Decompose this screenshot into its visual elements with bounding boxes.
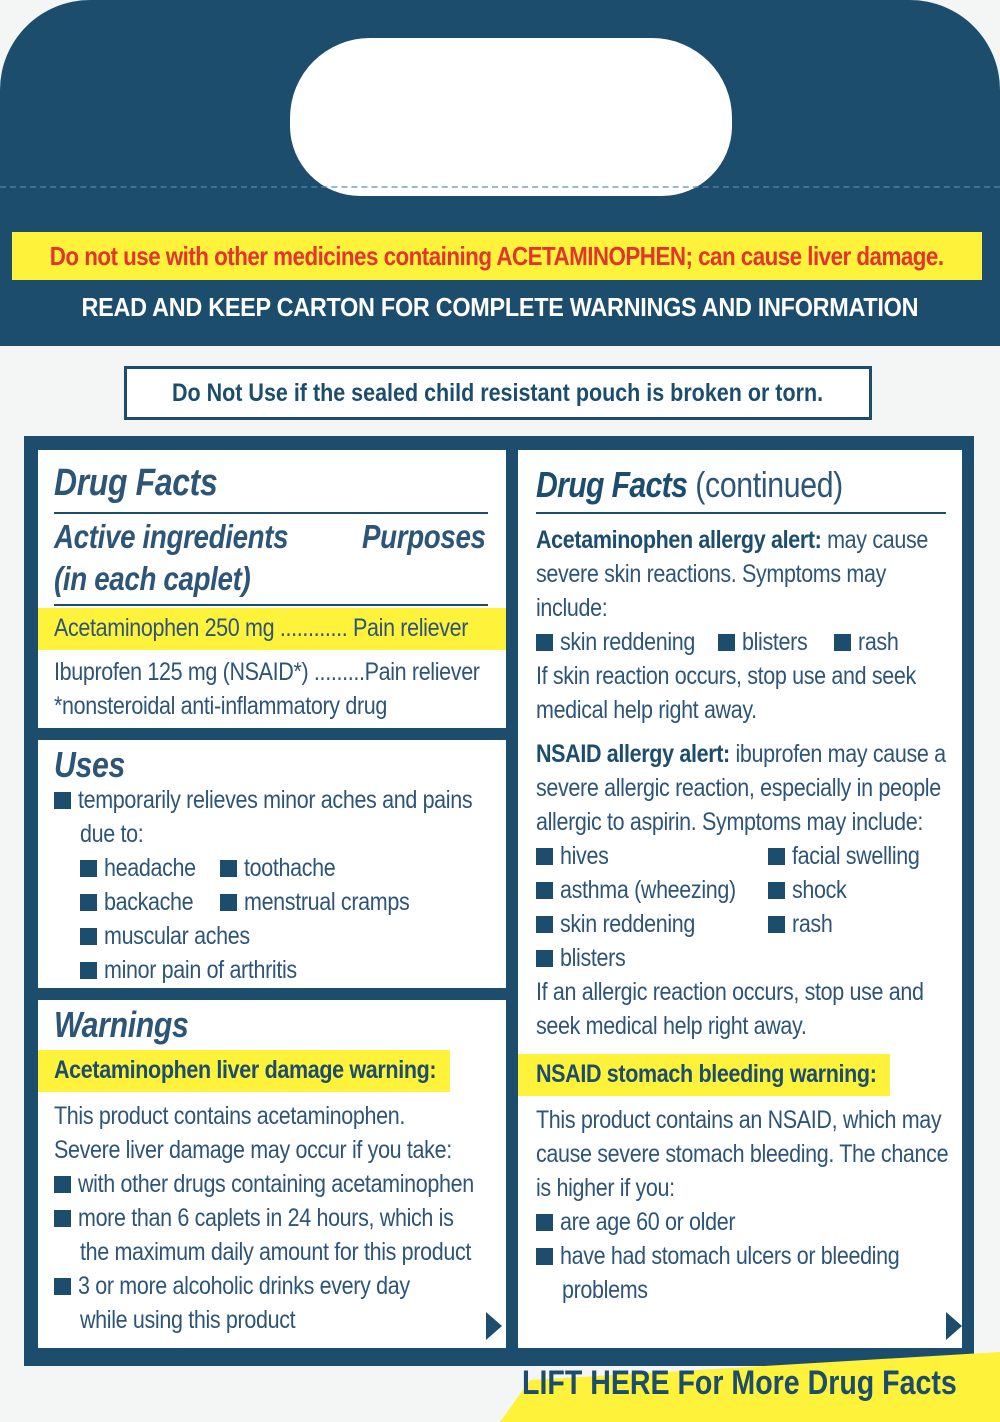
bullet-icon [536, 634, 553, 651]
bullet-icon [80, 962, 97, 979]
continued-title: Drug Facts (continued) [536, 464, 843, 505]
bleeding-bullet: are age 60 or older [536, 1208, 764, 1237]
bullet-icon [768, 916, 785, 933]
liver-bullet: 3 or more alcoholic drinks every day [54, 1272, 464, 1301]
title-rule [54, 512, 488, 514]
bullet-icon [718, 634, 735, 651]
bleeding-line-1: This product contains an NSAID, which may [536, 1106, 942, 1134]
nsaid-footnote: *nonsteroidal anti-inflammatory drug [54, 692, 387, 720]
use-item: toothache [220, 854, 350, 883]
liver-bullet: with other drugs containing acetaminophen [54, 1170, 538, 1199]
nsaid-after-2: seek medical help right away. [536, 1012, 807, 1040]
liver-bullet-cont: while using this product [80, 1306, 296, 1334]
bleeding-bullet: have had stomach ulcers or bleeding [536, 1242, 955, 1271]
active-ingredients-heading: Active ingredients [54, 518, 289, 555]
bleeding-bullet-cont: problems [562, 1276, 648, 1304]
uses-line-2: due to: [80, 820, 144, 848]
continued-title-rule [536, 512, 946, 514]
nsaid-symptom: blisters [536, 944, 636, 973]
bullet-icon [220, 860, 237, 877]
apap-after-2: medical help right away. [536, 696, 757, 724]
bullet-icon [54, 1278, 71, 1295]
bullet-icon [54, 1176, 71, 1193]
bullet-icon [536, 848, 553, 865]
bullet-icon [536, 916, 553, 933]
seal-notice-box [124, 366, 872, 420]
nsaid-symptom: asthma (wheezing) [536, 876, 764, 905]
apap-allergy-line-3: include: [536, 594, 608, 622]
bullet-icon [80, 894, 97, 911]
nsaid-after-1: If an allergic reaction occurs, stop use and [536, 978, 924, 1006]
bleeding-warning-heading: NSAID stomach bleeding warning: [536, 1060, 877, 1088]
apap-allergy-line-2: severe skin reactions. Symptoms may [536, 560, 887, 588]
liver-intro-2: Severe liver damage may occur if you take: [54, 1136, 452, 1164]
apap-symptom: blisters [718, 628, 818, 657]
bullet-icon [768, 848, 785, 865]
nsaid-symptom: rash [768, 910, 839, 939]
use-item: backache [80, 888, 208, 917]
nsaid-symptom: skin reddening [536, 910, 717, 939]
liver-warning-strip [12, 232, 982, 280]
nsaid-symptom: hives [536, 842, 616, 871]
bullet-icon [536, 1214, 553, 1231]
uses-title: Uses [54, 744, 125, 785]
bullet-icon [220, 894, 237, 911]
nsaid-symptom: shock [768, 876, 855, 905]
header-rule [54, 604, 488, 606]
bleeding-line-3: is higher if you: [536, 1174, 675, 1202]
hanger-hole [290, 38, 732, 196]
nsaid-symptom: facial swelling [768, 842, 940, 871]
nsaid-allergy-line-1: NSAID allergy alert: ibuprofen may cause a [536, 740, 946, 768]
apap-symptom: rash [834, 628, 905, 657]
apap-symptom: skin reddening [536, 628, 717, 657]
nsaid-allergy-line-2: severe allergic reaction, especially in people [536, 774, 941, 802]
use-item: menstrual cramps [220, 888, 436, 917]
liver-bullet-cont: the maximum daily amount for this product [80, 1238, 471, 1266]
bullet-icon [536, 950, 553, 967]
seal-notice-text: Do Not Use if the sealed child resistant pouch is broken or torn. [172, 378, 824, 407]
apap-allergy-line-1: Acetaminophen allergy alert: may cause [536, 526, 928, 554]
uses-line-1: temporarily relieves minor aches and pains [54, 786, 536, 815]
warnings-title: Warnings [54, 1004, 189, 1045]
drug-facts-title: Drug Facts [54, 462, 218, 504]
read-keep-notice: READ AND KEEP CARTON FOR COMPLETE WARNINGS AND INFORMATION [81, 292, 919, 322]
purposes-heading: Purposes [362, 518, 486, 555]
liver-intro-1: This product contains acetaminophen. [54, 1102, 405, 1130]
use-item: headache [80, 854, 211, 883]
bullet-icon [80, 860, 97, 877]
liver-warning-text: Do not use with other medicines containing ACETAMINOPHEN; can cause liver damage. [50, 240, 944, 271]
liver-bullet: more than 6 caplets in 24 hours, which is [54, 1204, 515, 1233]
bullet-icon [536, 882, 553, 899]
ibuprofen-row: Ibuprofen 125 mg (NSAID*) .........Pain reliever [54, 658, 480, 686]
acetaminophen-row: Acetaminophen 250 mg ............ Pain reliever [54, 614, 469, 642]
bullet-icon [768, 882, 785, 899]
lift-here-label[interactable]: LIFT HERE For More Drug Facts [522, 1364, 957, 1402]
next-arrow-icon [946, 1312, 962, 1340]
liver-warning-heading: Acetaminophen liver damage warning: [54, 1056, 437, 1084]
use-item: muscular aches [80, 922, 273, 951]
in-each-caplet-heading: (in each caplet) [54, 560, 251, 597]
bullet-icon [536, 1248, 553, 1265]
perforation-line [0, 186, 1000, 188]
nsaid-allergy-line-3: allergic to aspirin. Symptoms may include: [536, 808, 924, 836]
apap-after-1: If skin reaction occurs, stop use and seek [536, 662, 916, 690]
bullet-icon [54, 1210, 71, 1227]
bullet-icon [80, 928, 97, 945]
bullet-icon [834, 634, 851, 651]
bleeding-line-2: cause severe stomach bleeding. The chance [536, 1140, 949, 1168]
next-arrow-icon [486, 1312, 502, 1340]
use-item: minor pain of arthritis [80, 956, 328, 985]
bullet-icon [54, 792, 71, 809]
